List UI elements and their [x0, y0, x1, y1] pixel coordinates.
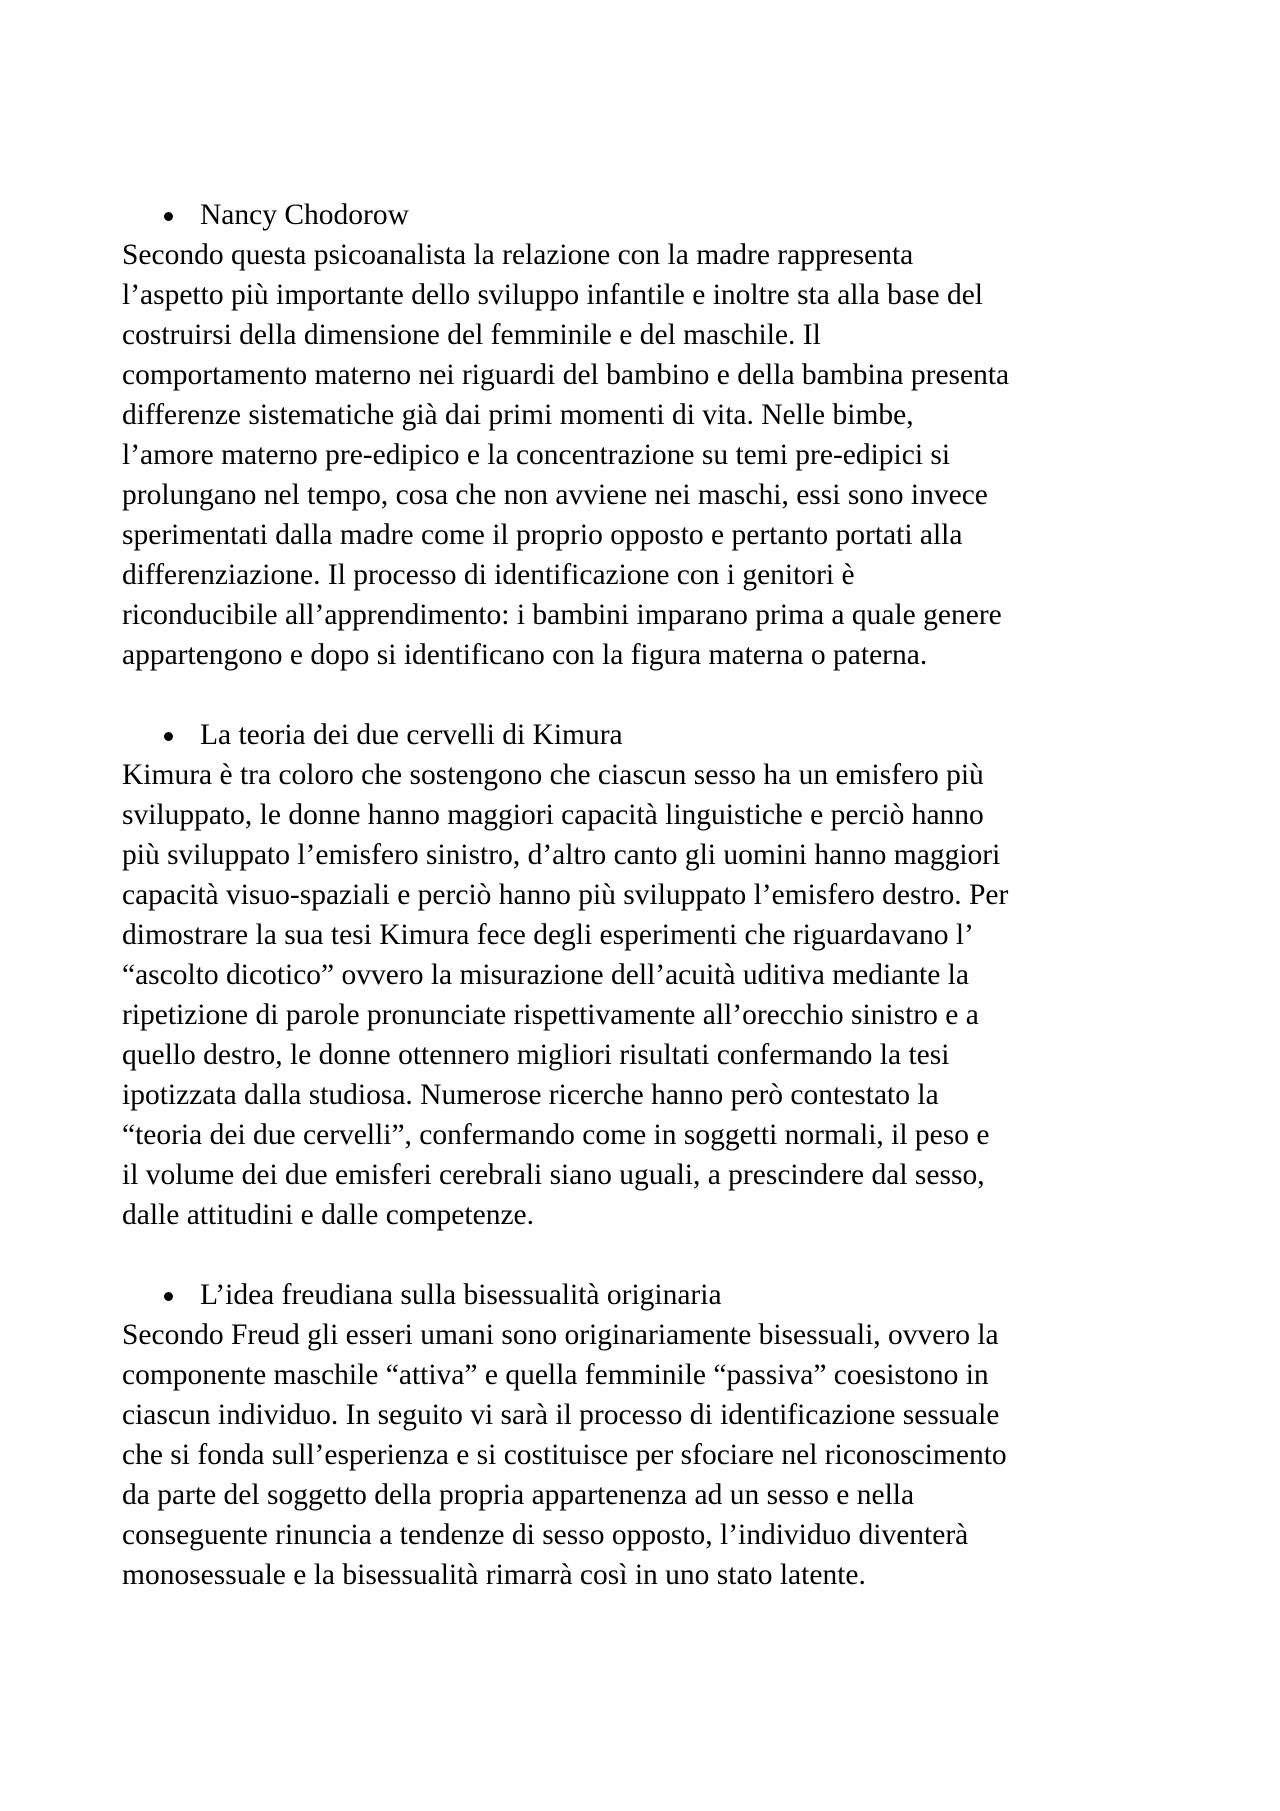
text-line: “ascolto dicotico” ovvero la misurazione dell’acuità uditiva mediante la — [122, 959, 969, 991]
text-line: sviluppato, le donne hanno maggiori capacità linguistiche e perciò hanno — [122, 799, 984, 831]
section-nancy-chodorow — [122, 195, 1182, 675]
text-line: ciascun individuo. In seguito vi sarà il processo di identificazione sessuale — [122, 1399, 1000, 1431]
bullet-heading — [122, 715, 1182, 755]
text-line: costruirsi della dimensione del femminile e del maschile. Il — [122, 319, 821, 351]
text-line: sperimentati dalla madre come il proprio opposto e pertanto portati alla — [122, 519, 963, 551]
text-line: ipotizzata dalla studiosa. Numerose ricerche hanno però contestato la — [122, 1079, 939, 1111]
section-heading: L’idea freudiana sulla bisessualità originaria — [200, 1279, 722, 1311]
section-freud-bisessualita — [122, 1275, 1182, 1595]
text-line: prolungano nel tempo, cosa che non avviene nei maschi, essi sono invece — [122, 479, 988, 511]
text-line: che si fonda sull’esperienza e si costituisce per sfociare nel riconoscimento — [122, 1439, 1007, 1471]
text-line: più sviluppato l’emisfero sinistro, d’altro canto gli uomini hanno maggiori — [122, 839, 1001, 871]
text-line: monosessuale e la bisessualità rimarrà così in uno stato latente. — [122, 1559, 866, 1591]
text-line: dalle attitudini e dalle competenze. — [122, 1199, 535, 1231]
text-line: il volume dei due emisferi cerebrali siano uguali, a prescindere dal sesso, — [122, 1159, 985, 1191]
text-line: Secondo Freud gli esseri umani sono originariamente bisessuali, ovvero la — [122, 1319, 999, 1351]
text-line: riconducibile all’apprendimento: i bambini imparano prima a quale genere — [122, 599, 1002, 631]
text-line: conseguente rinuncia a tendenze di sesso opposto, l’individuo diventerà — [122, 1519, 969, 1551]
text-line: “teoria dei due cervelli”, confermando come in soggetti normali, il peso e — [122, 1119, 990, 1151]
text-line: comportamento materno nei riguardi del bambino e della bambina presenta — [122, 359, 1010, 391]
bullet-heading — [122, 195, 1182, 235]
section-heading: La teoria dei due cervelli di Kimura — [200, 719, 623, 751]
text-line: quello destro, le donne ottennero migliori risultati confermando la tesi — [122, 1039, 950, 1071]
text-line: differenziazione. Il processo di identificazione con i genitori è — [122, 559, 855, 591]
section-paragraph — [122, 235, 1182, 675]
text-line: dimostrare la sua tesi Kimura fece degli esperimenti che riguardavano l’ — [122, 919, 974, 951]
text-line: ripetizione di parole pronunciate rispettivamente all’orecchio sinistro e a — [122, 999, 979, 1031]
section-kimura — [122, 715, 1182, 1235]
bullet-icon — [164, 1292, 173, 1301]
text-line: da parte del soggetto della propria appartenenza ad un sesso e nella — [122, 1479, 915, 1511]
text-line: Secondo questa psicoanalista la relazione con la madre rappresenta — [122, 239, 914, 271]
bullet-icon — [164, 732, 173, 741]
bullet-icon — [164, 212, 173, 221]
text-line: componente maschile “attiva” e quella femminile “passiva” coesistono in — [122, 1359, 989, 1391]
text-line: differenze sistematiche già dai primi momenti di vita. Nelle bimbe, — [122, 399, 914, 431]
text-line: l’aspetto più importante dello sviluppo infantile e inoltre sta alla base del — [122, 279, 984, 311]
section-heading: Nancy Chodorow — [200, 199, 409, 231]
section-paragraph — [122, 755, 1182, 1235]
text-line: l’amore materno pre-edipico e la concentrazione su temi pre-edipici si — [122, 439, 951, 471]
document-page — [122, 195, 1182, 1635]
text-line: Kimura è tra coloro che sostengono che ciascun sesso ha un emisfero più — [122, 759, 984, 791]
section-paragraph — [122, 1315, 1182, 1595]
text-line: appartengono e dopo si identificano con la figura materna o paterna. — [122, 639, 928, 671]
bullet-heading — [122, 1275, 1182, 1315]
text-line: capacità visuo-spaziali e perciò hanno più sviluppato l’emisfero destro. Per — [122, 879, 1009, 911]
